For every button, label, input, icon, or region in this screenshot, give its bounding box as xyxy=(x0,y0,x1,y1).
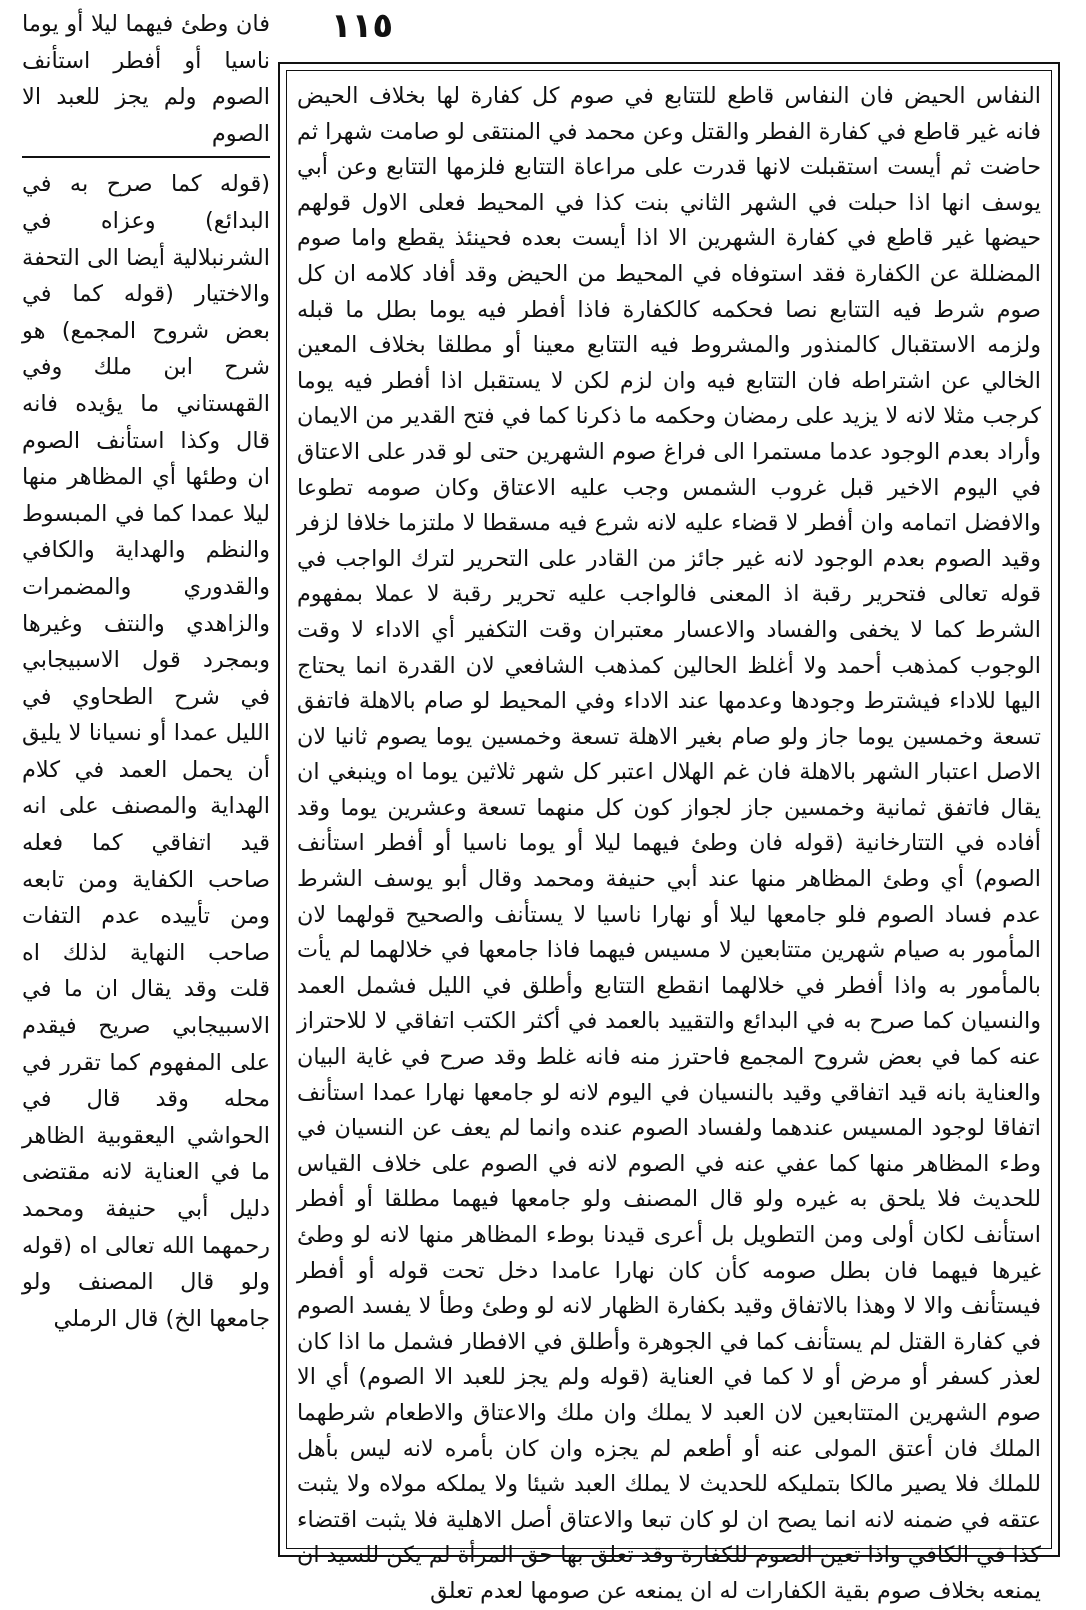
main-text-body: النفاس الحيض فان النفاس قاطع للتتابع في صوم كل كفارة لها بخلاف الحيض فانه غير قاطع في كفارة الفطر والقتل وعن محمد في المنتقى لو صامت شهرا ثم حاضت ثم أيست استقبلت لانها قدرت على مراعاة التتابع فلزمها التتابع وعن أبي يوسف انها اذا حبلت في الشهر الثاني بنت كذا في المحيط فعلى الاول قولهم حيضها غير قاطع في كفارة الشهرين الا اذا أيست بعده فحينئذ يقطع واما صوم المضللة عن الكفارة فقد استوفاه في المحيط من الحيض وقد أفاد كلامه ان كل صوم شرط فيه التتابع نصا فحكمه كالكفارة فاذا أفطر فيه يوما بطل ما قبله ولزمه الاستقبال كالمنذور والمشروط فيه التتابع معينا أو مطلقا بخلاف المعين الخالي عن اشتراطه فان التتابع فيه وان لزم لكن لا يستقبل اذا أفطر فيه يوما كرجب مثلا لانه لا يزيد على رمضان وحكمه ما ذكرنا كما في فتح القدير من الايمان وأراد بعدم الوجود عدما مستمرا الى فراغ صوم الشهرين حتى لو قدر على الاعتاق في اليوم الاخير قبل غروب الشمس وجب عليه الاعتاق وكان صومه تطوعا والافضل اتمامه وان أفطر لا قضاء عليه لانه شرع فيه مسقطا لا ملتزما خلافا لزفر وقيد الصوم بعدم الوجود لانه غير جائز من القادر على التحرير لترك الواجب في قوله تعالى فتحرير رقبة اذ المعنى فالواجب عليه تحرير رقبة لا عملا بمفهوم الشرط كما لا يخفى والفساد والاعسار معتبران وقت التكفير أي الاداء لا وقت الوجوب كمذهب أحمد ولا أغلظ الحالين كمذهب الشافعي لان القدرة انما يحتاج اليها للاداء فيشترط وجودها وعدمها عند الاداء وفي المحيط لو صام بالاهلة فاتفق تسعة وخمسين يوما جاز ولو صام بغير الاهلة تسعة وخمسين يوما يصوم ثانيا لان الاصل اعتبار الشهر بالاهلة فان غم الهلال اعتبر كل شهر ثلاثين يوما اه وينبغي ان يقال فاتفق ثمانية وخمسين جاز لجواز كون كل منهما تسعة وعشرين يوما وقد أفاده في التتارخانية (قوله فان وطئ فيهما ليلا أو يوما ناسيا أو أفطر استأنف الصوم) أي وطئ المظاهر منها عند أبي حنيفة ومحمد وقال أبو يوسف الشرط عدم فساد الصوم فلو جامعها ليلا أو نهارا ناسيا لا يستأنف والصحيح قولهما لان المأمور به صيام شهرين متتابعين لا مسيس فيهما فاذا جامعها في خلالهما لم يأت بالمأمور به واذا أفطر في خلالهما انقطع التتابع وأطلق في الليل فشمل العمد والنسيان كما صرح به في البدائع والتقييد بالعمد في أكثر الكتب اتفاقي لا للاحتراز عنه كما في بعض شروح المجمع فاحترز منه فانه غلط وقد صرح في غاية البيان والعناية بانه قيد اتفاقي وقيد بالنسيان في اليوم لانه لو جامعها نهارا عمدا استأنف اتفاقا لوجود المسيس عندهما ولفساد الصوم عنده وانما لم يعف عن النسيان في وطء المظاهر منها كما عفي عنه في الصوم لانه في الصوم على خلاف القياس للحديث فلا يلحق به غيره ولو قال المصنف ولو جامعها فيهما مطلقا أو أفطر استأنف لكان أولى ومن التطويل بل أعرى قيدنا بوطء المظاهر منها لانه لو وطئ غيرها فيهما فان بطل صومه كأن كان نهارا عامدا دخل تحت قوله أو أفطر فيستأنف والا لا وهذا بالاتفاق وقيد بكفارة الظهار لانه لو وطئ وطأ لا يفسد الصوم في كفارة القتل لم يستأنف كما في الجوهرة وأطلق في الافطار فشمل ما اذا كان لعذر كسفر أو مرض أو لا كما في العناية (قوله ولم يجز للعبد الا الصوم) أي الا صوم الشهرين المتتابعين لان العبد لا يملك وان ملك والاعتاق والاطعام شرطهما الملك فان أعتق المولى عنه أو أطعم لم يجزه وان كان بأمره لانه ليس بأهل للملك فلا يصير مالكا بتمليكه للحديث لا يملك العبد شيئا ولا يملكه مولاه ولا يثبت عتقه في ضمنه لانه انما يصح ان لو كان تبعا والاعتاق أصل الاهلية فلا يثبت اقتضاء كذا في الكافي واذا تعين الصوم للكفارة وقد تعلق بها حق المرأة لم يكن للسيد ان يمنعه بخلاف صوم بقية الكفارات له ان يمنعه عن صومها لعدم تعلق xyxy=(286,70,1052,1549)
commentary-matn-excerpt: فان وطئ فيهما ليلا أو يوما ناسيا أو أفطر استأنف الصوم ولم يجز للعبد الا الصوم xyxy=(22,6,270,158)
main-text-frame xyxy=(278,62,1060,1604)
commentary-notes: (قوله كما صرح به في البدائع) وعزاه في الشرنبلالية أيضا الى التحفة والاختيار (قوله كما في بعض شروح المجمع) هو شرح ابن ملك وفي القهستاني ما يؤيده فانه قال وكذا استأنف الصوم ان وطئها أي المظاهر منها ليلا عمدا كما في المبسوط والنظم والهداية والكافي والقدوري والمضمرات والزاهدي والنتف وغيرها وبمجرد قول الاسبيجابي في شرح الطحاوي في الليل عمدا أو نسيانا لا يليق أن يحمل العمد في كلام الهداية والمصنف على انه قيد اتفاقي كما فعله صاحب الكفاية ومن تابعه ومن تأييده عدم التفات صاحب النهاية لذلك اه قلت وقد يقال ان ما في الاسبيجابي صريح فيقدم على المفهوم كما تقرر في محله وقد قال في الحواشي اليعقوبية الظاهر ما في العناية لانه مقتضى دليل أبي حنيفة ومحمد رحمهما الله تعالى اه (قوله ولو قال المصنف ولو جامعها الخ) قال الرملي xyxy=(22,171,270,1332)
margin-commentary xyxy=(22,6,270,1556)
page-number: ١١٥ xyxy=(330,6,394,46)
